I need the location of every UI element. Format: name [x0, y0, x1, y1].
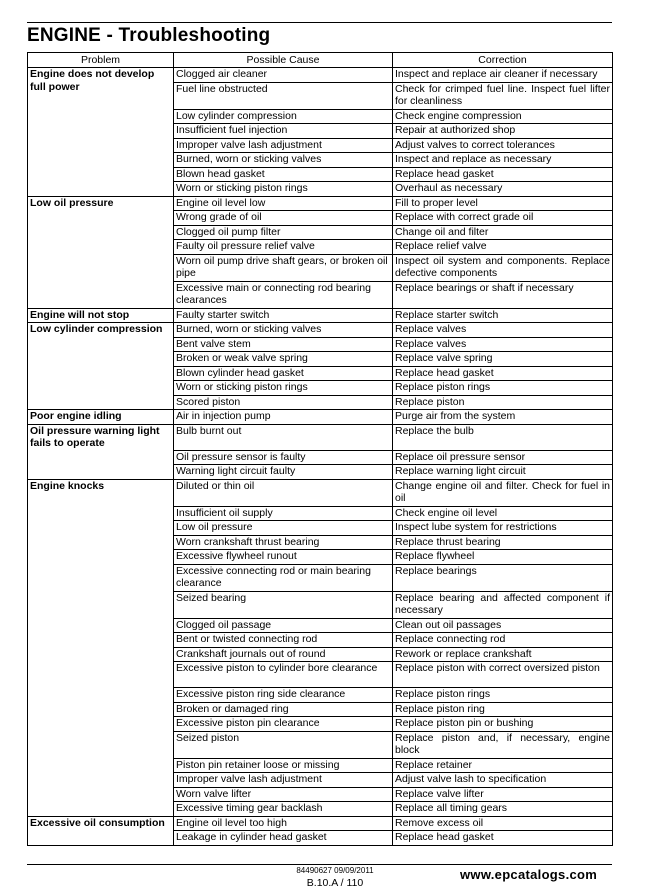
correction-cell: Replace the bulb: [393, 424, 613, 450]
correction-cell: Adjust valves to correct tolerances: [393, 138, 613, 153]
cause-cell: Bulb burnt out: [174, 424, 393, 450]
cause-cell: Broken or weak valve spring: [174, 352, 393, 367]
problem-cell: Low cylinder compression: [28, 323, 174, 410]
correction-cell: Repair at authorized shop: [393, 124, 613, 139]
correction-cell: Check for crimped fuel line. Inspect fuel lifter for cleanliness: [393, 82, 613, 109]
footer-rule: [27, 864, 612, 865]
cause-cell: Broken or damaged ring: [174, 702, 393, 717]
problem-cell: Engine knocks: [28, 479, 174, 816]
correction-cell: Replace with correct grade oil: [393, 211, 613, 226]
correction-cell: Replace head gasket: [393, 167, 613, 182]
header-possible-cause: Possible Cause: [174, 53, 393, 68]
cause-cell: Seized piston: [174, 731, 393, 758]
top-rule: [27, 22, 612, 23]
table-row: [28, 323, 613, 338]
cause-cell: Bent or twisted connecting rod: [174, 633, 393, 648]
cause-cell: Faulty starter switch: [174, 308, 393, 323]
cause-cell: Wrong grade of oil: [174, 211, 393, 226]
problem-cell: Engine does not develop full power: [28, 68, 174, 197]
cause-cell: Low oil pressure: [174, 521, 393, 536]
correction-cell: Replace valve spring: [393, 352, 613, 367]
correction-cell: Check engine compression: [393, 109, 613, 124]
correction-cell: Replace valve lifter: [393, 787, 613, 802]
document-number: 84490627 09/09/2011: [296, 866, 374, 875]
cause-cell: Engine oil level too high: [174, 816, 393, 831]
correction-cell: Replace warning light circuit: [393, 465, 613, 480]
website-watermark: www.epcatalogs.com: [460, 867, 598, 882]
page-title: ENGINE - Troubleshooting: [27, 25, 271, 46]
cause-cell: Engine oil level low: [174, 196, 393, 211]
correction-cell: Replace flywheel: [393, 550, 613, 565]
correction-cell: Inspect and replace air cleaner if necessary: [393, 68, 613, 83]
correction-cell: Replace piston pin or bushing: [393, 717, 613, 732]
cause-cell: Excessive timing gear backlash: [174, 802, 393, 817]
correction-cell: Replace bearing and affected component if necessary: [393, 591, 613, 618]
problem-cell: Excessive oil consumption: [28, 816, 174, 845]
correction-cell: Remove excess oil: [393, 816, 613, 831]
correction-cell: Replace head gasket: [393, 366, 613, 381]
troubleshooting-table: [27, 52, 613, 846]
table-row: [28, 68, 613, 83]
correction-cell: Replace head gasket: [393, 831, 613, 846]
table-row: [28, 816, 613, 831]
correction-cell: Replace thrust bearing: [393, 535, 613, 550]
cause-cell: Piston pin retainer loose or missing: [174, 758, 393, 773]
cause-cell: Worn or sticking piston rings: [174, 182, 393, 197]
correction-cell: Adjust valve lash to specification: [393, 773, 613, 788]
table-row: [28, 479, 613, 506]
cause-cell: Burned, worn or sticking valves: [174, 153, 393, 168]
cause-cell: Fuel line obstructed: [174, 82, 393, 109]
cause-cell: Warning light circuit faulty: [174, 465, 393, 480]
correction-cell: Replace relief valve: [393, 240, 613, 255]
correction-cell: Replace bearings: [393, 564, 613, 591]
cause-cell: Burned, worn or sticking valves: [174, 323, 393, 338]
header-correction: Correction: [393, 53, 613, 68]
correction-cell: Overhaul as necessary: [393, 182, 613, 197]
correction-cell: Replace piston ring: [393, 702, 613, 717]
table-row: [28, 308, 613, 323]
cause-cell: Low cylinder compression: [174, 109, 393, 124]
correction-cell: Replace retainer: [393, 758, 613, 773]
correction-cell: Replace piston: [393, 395, 613, 410]
cause-cell: Clogged air cleaner: [174, 68, 393, 83]
cause-cell: Excessive piston to cylinder bore clearance: [174, 662, 393, 688]
cause-cell: Leakage in cylinder head gasket: [174, 831, 393, 846]
correction-cell: Replace starter switch: [393, 308, 613, 323]
correction-cell: Rework or replace crankshaft: [393, 647, 613, 662]
correction-cell: Replace piston rings: [393, 381, 613, 396]
header-problem: Problem: [28, 53, 174, 68]
cause-cell: Faulty oil pressure relief valve: [174, 240, 393, 255]
problem-cell: Engine will not stop: [28, 308, 174, 323]
correction-cell: Replace piston rings: [393, 688, 613, 703]
correction-cell: Replace piston with correct oversized piston: [393, 662, 613, 688]
cause-cell: Blown head gasket: [174, 167, 393, 182]
problem-cell: Low oil pressure: [28, 196, 174, 308]
cause-cell: Blown cylinder head gasket: [174, 366, 393, 381]
correction-cell: Replace valves: [393, 337, 613, 352]
cause-cell: Insufficient oil supply: [174, 506, 393, 521]
cause-cell: Worn oil pump drive shaft gears, or broken oil pipe: [174, 254, 393, 281]
cause-cell: Excessive connecting rod or main bearing clearance: [174, 564, 393, 591]
cause-cell: Clogged oil passage: [174, 618, 393, 633]
correction-cell: Change oil and filter: [393, 225, 613, 240]
cause-cell: Oil pressure sensor is faulty: [174, 450, 393, 465]
table-body: [28, 68, 613, 846]
table-row: [28, 424, 613, 450]
problem-cell: Oil pressure warning light fails to operate: [28, 424, 174, 479]
cause-cell: Clogged oil pump filter: [174, 225, 393, 240]
cause-cell: Diluted or thin oil: [174, 479, 393, 506]
cause-cell: Insufficient fuel injection: [174, 124, 393, 139]
table-row: [28, 410, 613, 425]
table-row: [28, 196, 613, 211]
correction-cell: Check engine oil level: [393, 506, 613, 521]
table-header-row: [28, 53, 613, 68]
cause-cell: Improper valve lash adjustment: [174, 138, 393, 153]
cause-cell: Worn valve lifter: [174, 787, 393, 802]
correction-cell: Replace connecting rod: [393, 633, 613, 648]
correction-cell: Replace oil pressure sensor: [393, 450, 613, 465]
correction-cell: Change engine oil and filter. Check for fuel in oil: [393, 479, 613, 506]
correction-cell: Replace all timing gears: [393, 802, 613, 817]
cause-cell: Air in injection pump: [174, 410, 393, 425]
cause-cell: Excessive flywheel runout: [174, 550, 393, 565]
cause-cell: Bent valve stem: [174, 337, 393, 352]
cause-cell: Excessive piston pin clearance: [174, 717, 393, 732]
cause-cell: Seized bearing: [174, 591, 393, 618]
correction-cell: Replace bearings or shaft if necessary: [393, 281, 613, 308]
cause-cell: Excessive main or connecting rod bearing clearances: [174, 281, 393, 308]
correction-cell: Fill to proper level: [393, 196, 613, 211]
correction-cell: Inspect lube system for restrictions: [393, 521, 613, 536]
correction-cell: Clean out oil passages: [393, 618, 613, 633]
cause-cell: Excessive piston ring side clearance: [174, 688, 393, 703]
correction-cell: Inspect oil system and components. Replace defective components: [393, 254, 613, 281]
correction-cell: Replace valves: [393, 323, 613, 338]
correction-cell: Purge air from the system: [393, 410, 613, 425]
page-number: B.10.A / 110: [306, 877, 364, 889]
correction-cell: Replace piston and, if necessary, engine block: [393, 731, 613, 758]
cause-cell: Worn crankshaft thrust bearing: [174, 535, 393, 550]
cause-cell: Worn or sticking piston rings: [174, 381, 393, 396]
cause-cell: Crankshaft journals out of round: [174, 647, 393, 662]
cause-cell: Scored piston: [174, 395, 393, 410]
correction-cell: Inspect and replace as necessary: [393, 153, 613, 168]
problem-cell: Poor engine idling: [28, 410, 174, 425]
cause-cell: Improper valve lash adjustment: [174, 773, 393, 788]
